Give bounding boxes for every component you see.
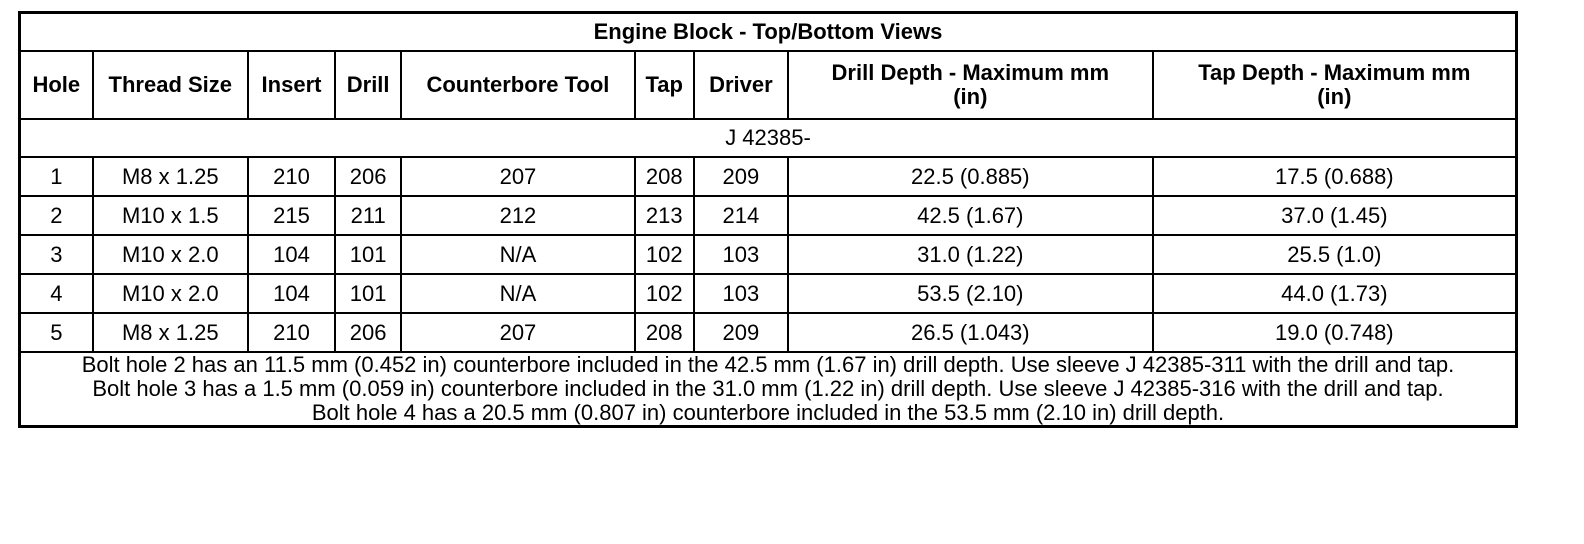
header-drill-depth xyxy=(788,51,1153,119)
header-tap-depth xyxy=(1153,51,1517,119)
cell-thread-size: M8 x 1.25 xyxy=(93,157,248,196)
cell-thread-size: M10 x 2.0 xyxy=(93,235,248,274)
notes-cell xyxy=(20,352,1517,427)
cell-insert: 104 xyxy=(248,274,335,313)
header-drill: Drill xyxy=(335,51,401,119)
cell-driver: 209 xyxy=(694,157,788,196)
header-thread-size: Thread Size xyxy=(93,51,248,119)
cell-counterbore-tool: N/A xyxy=(401,235,634,274)
cell-thread-size: M8 x 1.25 xyxy=(93,313,248,352)
cell-drill-depth: 31.0 (1.22) xyxy=(788,235,1153,274)
header-tap: Tap xyxy=(635,51,694,119)
engine-block-spec-table xyxy=(18,11,1518,428)
cell-driver: 214 xyxy=(694,196,788,235)
cell-drill: 101 xyxy=(335,274,401,313)
header-tap-depth-text: Tap Depth - Maximum mm (in) xyxy=(1198,60,1471,109)
cell-tap-depth: 37.0 (1.45) xyxy=(1153,196,1517,235)
cell-insert: 210 xyxy=(248,157,335,196)
header-drill-depth-text: Drill Depth - Maximum mm (in) xyxy=(831,60,1110,109)
cell-tap: 213 xyxy=(635,196,694,235)
cell-drill: 211 xyxy=(335,196,401,235)
cell-driver: 103 xyxy=(694,274,788,313)
note-bolt-hole-4: Bolt hole 4 has a 20.5 mm (0.807 in) counterbore included in the 53.5 mm (2.10 in) drill depth. xyxy=(311,400,1225,425)
cell-counterbore-tool: N/A xyxy=(401,274,634,313)
cell-drill: 206 xyxy=(335,157,401,196)
table-row xyxy=(20,235,1517,274)
cell-drill-depth: 22.5 (0.885) xyxy=(788,157,1153,196)
cell-tap: 102 xyxy=(635,235,694,274)
cell-driver: 103 xyxy=(694,235,788,274)
notes-row xyxy=(20,352,1517,427)
cell-drill: 101 xyxy=(335,235,401,274)
cell-insert: 215 xyxy=(248,196,335,235)
note-bolt-hole-3: Bolt hole 3 has a 1.5 mm (0.059 in) counterbore included in the 31.0 mm (1.22 in) drill depth. Use sleeve J 42385-316 with the drill and tap. xyxy=(92,376,1444,401)
cell-hole: 4 xyxy=(20,274,93,313)
cell-tap: 102 xyxy=(635,274,694,313)
cell-tap-depth: 17.5 (0.688) xyxy=(1153,157,1517,196)
cell-thread-size: M10 x 1.5 xyxy=(93,196,248,235)
note-bolt-hole-2: Bolt hole 2 has an 11.5 mm (0.452 in) counterbore included in the 42.5 mm (1.67 in) drill depth. Use sleeve J 42385-311 with the drill and tap. xyxy=(81,352,1455,377)
cell-insert: 104 xyxy=(248,235,335,274)
cell-counterbore-tool: 207 xyxy=(401,157,634,196)
header-counterbore-tool: Counterbore Tool xyxy=(401,51,634,119)
header-driver: Driver xyxy=(694,51,788,119)
cell-tap-depth: 19.0 (0.748) xyxy=(1153,313,1517,352)
table-title: Engine Block - Top/Bottom Views xyxy=(20,13,1517,52)
column-header-row xyxy=(20,51,1517,119)
table-row xyxy=(20,313,1517,352)
cell-insert: 210 xyxy=(248,313,335,352)
cell-tap-depth: 44.0 (1.73) xyxy=(1153,274,1517,313)
cell-drill: 206 xyxy=(335,313,401,352)
table-row xyxy=(20,196,1517,235)
header-insert: Insert xyxy=(248,51,335,119)
cell-counterbore-tool: 207 xyxy=(401,313,634,352)
cell-hole: 3 xyxy=(20,235,93,274)
cell-counterbore-tool: 212 xyxy=(401,196,634,235)
cell-thread-size: M10 x 2.0 xyxy=(93,274,248,313)
cell-tap: 208 xyxy=(635,157,694,196)
table-title-row xyxy=(20,13,1517,52)
cell-hole: 5 xyxy=(20,313,93,352)
tool-prefix: J 42385- xyxy=(20,119,1517,157)
cell-drill-depth: 42.5 (1.67) xyxy=(788,196,1153,235)
cell-hole: 1 xyxy=(20,157,93,196)
cell-driver: 209 xyxy=(694,313,788,352)
tool-prefix-row xyxy=(20,119,1517,157)
table-row xyxy=(20,274,1517,313)
header-hole: Hole xyxy=(20,51,93,119)
cell-drill-depth: 26.5 (1.043) xyxy=(788,313,1153,352)
cell-hole: 2 xyxy=(20,196,93,235)
cell-drill-depth: 53.5 (2.10) xyxy=(788,274,1153,313)
cell-tap-depth: 25.5 (1.0) xyxy=(1153,235,1517,274)
cell-tap: 208 xyxy=(635,313,694,352)
table-row xyxy=(20,157,1517,196)
